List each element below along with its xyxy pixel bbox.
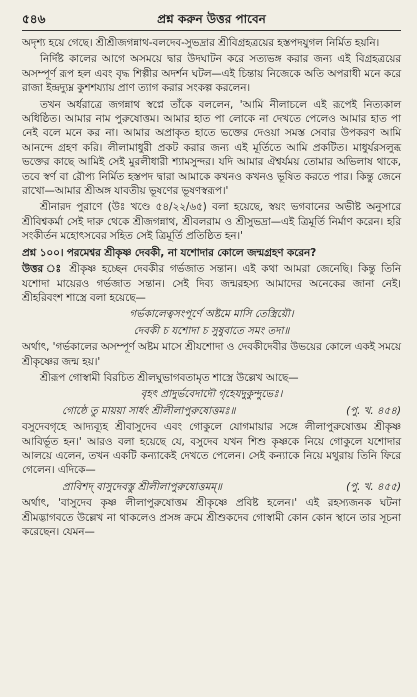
running-title: প্রশ্ন করুন উত্তর পাবেন: [157, 12, 266, 26]
translation-paragraph: অর্থাৎ, 'গর্ভকালের অসম্পূর্ণ অষ্টম মাসে শ্রীযশোদা ও দেবকীদেবীর উভয়ের কোলে একই সময়ে শ্রীকৃষ্ণের জন্ম হয়।': [22, 341, 401, 368]
question-label: প্রশ্ন ১০০।: [22, 246, 64, 259]
translation-paragraph: অর্থাৎ, 'বাসুদেব কৃষ্ণ লীলাপুরুষোত্তম শ্রীকৃষ্ণে প্রবিষ্ট হলেন।' এই রহস্যজনক ঘটনা শ্রীমদ্ভাগবতে উল্লেখ না থাকলেও প্রসঙ্গ ক্রমে শ্রীশুকদেব গোস্বামী কোন কোন স্থানে তার সূচনা করেছেন। যেমন—: [22, 497, 401, 538]
answer-label: উত্তর ঃ: [22, 263, 64, 276]
verse-line: প্রাবিশদ্ বাসুদেবস্তু শ্রীলীলাপুরুষোত্তমম্॥: [62, 480, 222, 493]
paragraph: শ্রীনারদ পুরাণে (উঃ খণ্ডে ৫৪/২২/৬৫) বলা হয়েছে, স্বয়ং ভগবানের অভীষ্ট অনুসারে শ্রীবিশ্বকর্মা সেই দারু থেকে শ্রীজগন্নাথ, শ্রীবলরাম ও শ্রীসুভদ্রা—এই ত্রিমূর্তি নির্মাণ করেন। হরি সংকীর্তন মহোৎসবের সহিত সেই ত্রিমূর্তি প্রতিষ্ঠিত হন।': [22, 201, 401, 243]
page-number: ৫৪৬: [22, 12, 46, 26]
verse-reference: (পু. খ. ৪৫৪): [346, 404, 401, 417]
paragraph: শ্রীরূপ গোস্বামী বিরচিত শ্রীলঘুভাগবতামৃত শাস্ত্রে উল্লেখ আছে—: [40, 371, 299, 384]
answer-block: [22, 262, 401, 305]
question-block: [22, 246, 401, 260]
page-body: [22, 36, 401, 539]
verse-reference: (পু. খ. ৪৫৫): [346, 480, 401, 493]
verse-line: গোষ্ঠে তু মায়য়া সার্ধং শ্রীলীলাপুরুষোত্তমঃ॥: [62, 404, 236, 417]
question-text: পরমেশ্বর শ্রীকৃষ্ণ দেবকী, না যশোদার কোলে জন্মগ্রহণ করেন?: [66, 246, 317, 259]
page-header: [22, 6, 401, 28]
verse-line: গর্ভকালেত্বসংপূর্ণে অষ্টমে মাসি তেস্ত্রিয়ৌ।: [129, 308, 294, 321]
verse-line-with-ref: [22, 480, 401, 494]
paragraph: তখন অর্ধরাত্রে জগন্নাথ স্বপ্নে তাঁকে বললেন, 'আমি নীলাচলে এই রূপেই নিত্যকাল অধিষ্ঠিত। আমার নাম পুরুষোত্তম। আমার হাত পা লোকে না দেখতে পেলেও আমার হাত পা নেই বলে মনে কর না। আমার অপ্রাকৃত হাতে ভক্তের দেওয়া সমস্ত সেবার উপকরণ আমি আনন্দে গ্রহণ করি। লীলামাধুরী প্রকট করার জন্য এই মূর্তিতে আমি প্রকটিত। মাধুর্যরসলুব্ধ ভক্তের কাছে আমিই সেই মুরলীধারী শ্যামসুন্দর। যদি আমার ঐশ্বর্যময় তোমার অভিলাষ থাকে, তবে স্বর্ণ বা রৌপ্য নির্মিত হস্তপদ দ্বারা আমাকে কখনও কখনও ভূষিত করতে পার। কিন্তু জেনে রাখো—আমার শ্রীঅঙ্গ যাবতীয় ভূষণের ভূষণস্বরূপ।': [22, 98, 401, 198]
answer-text: শ্রীকৃষ্ণ হচ্ছেন দেবকীর গর্ভজাত সন্তান। এই কথা আমরা জেনেছি। কিন্তু তিনি যশোদা মায়েরও গর্ভজাত সন্তান। সেই দিব্য জন্মরহস্য আমাদের অনেকের জানা নেই। শ্রীহরিবংশ শাস্ত্রে বলা হয়েছে—: [22, 263, 401, 304]
verse-line: বৃহৎ প্রাদুর্ভবেদাদৌ গৃহেযদুকুন্দুভেঃ।: [140, 388, 283, 401]
paragraph: নির্দিষ্ট কালের আগে অসময়ে দ্বার উদঘাটন করে সত্যভঙ্গ করার জন্য এই বিগ্রহত্রয়ের অসম্পূর্ণ রূপ হল এবং বৃদ্ধ শিল্পীর অদর্শন ঘটল—এই চিন্তায় নিজেকে অতি অপরাধী মনে করে রাজা ইন্দ্রদ্যুম্ন কুশশয্যায় প্রাণ ত্যাগ করার সংকল্প করলেন।: [22, 53, 401, 95]
verse-line: দেবকী চ যশোদা চ সুষুবাতে সমং তদা॥: [133, 324, 290, 337]
verse-line-with-ref: [22, 404, 401, 418]
translation-paragraph: বসুদেবগৃহে আদ্যব্যূহ শ্রীবাসুদেব এবং গোকুলে যোগমায়ার সঙ্গে লীলাপুরুষোত্তম শ্রীকৃষ্ণ আবির্ভূত হন।' আরও বলা হয়েছে যে, বসুদেব যখন শিশু কৃষ্ণকে নিয়ে গোকুলে যশোদার আলয়ে এলেন, তখন একটি কন্যাকেই দেখতে পেলেন। সেই কন্যাকে নিয়ে মথুরায় তিনি ফিরে গেলেন। এদিকে—: [22, 421, 401, 477]
paragraph: অদৃশ্য হয়ে গেছে। শ্রীশ্রীজগন্নাথ-বলদেব-সুভদ্রার শ্রীবিগ্রহত্রয়ের হস্তপদযুগল নির্মিত হয়নি।: [22, 37, 380, 49]
